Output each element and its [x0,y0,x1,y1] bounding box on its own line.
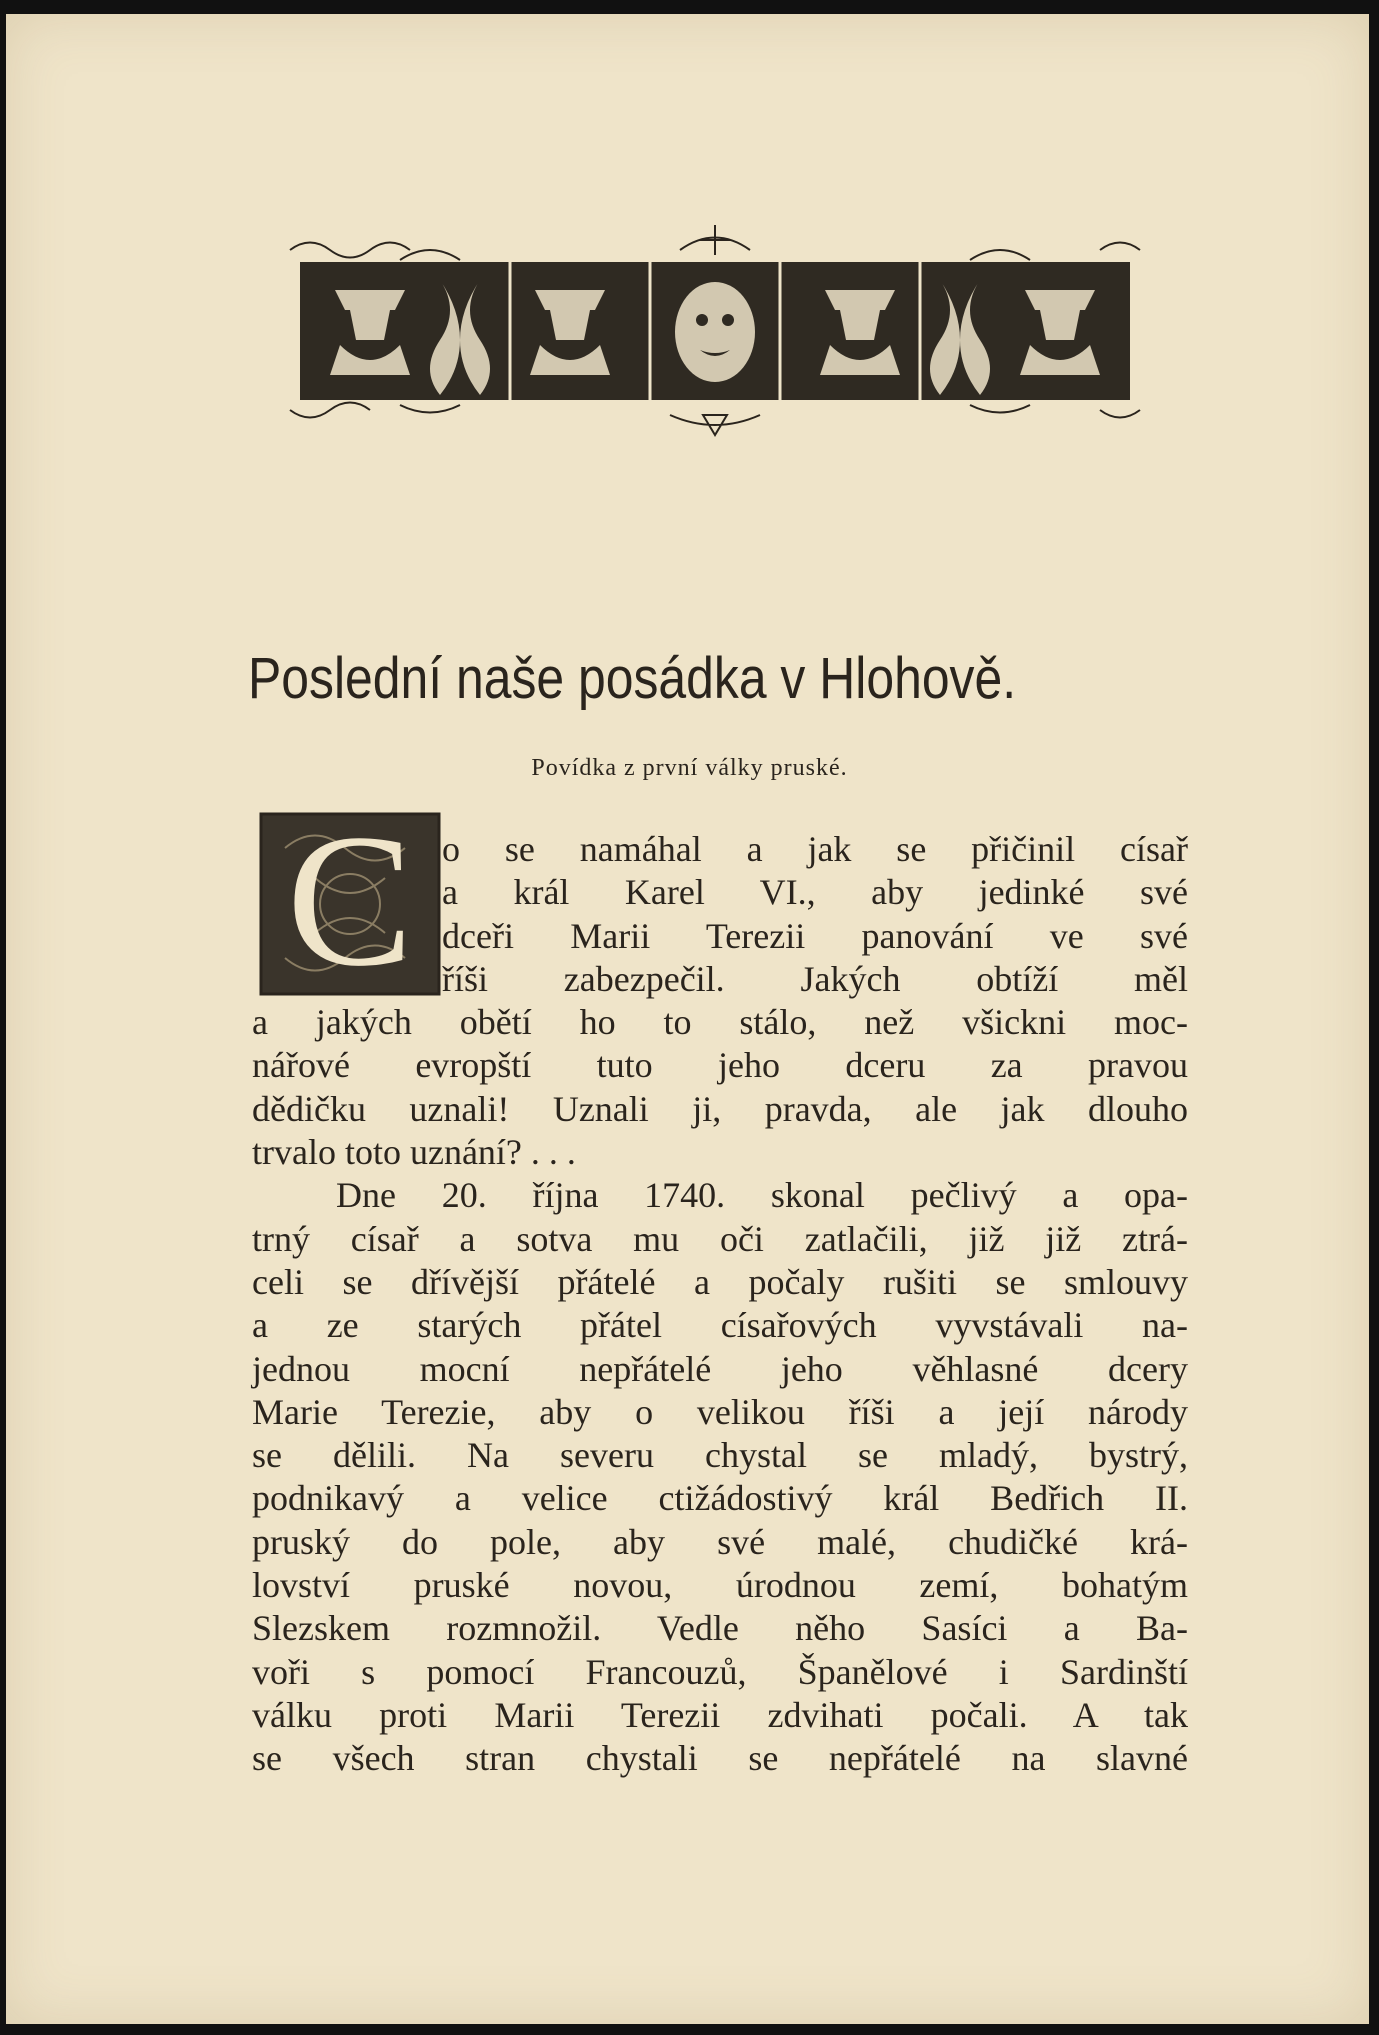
text-line: dceři Marii Terezii panování ve své [442,915,1188,956]
text-line: o se namáhal a jak se přičinil císař [442,829,1188,869]
drop-cap-letter: C [286,796,414,1006]
text-line: a jakých obětí ho to stálo, než všickni moc- [252,1002,1188,1043]
text-line: a ze starých přátel císařových vyvstávali na- [252,1305,1188,1346]
text-line: Slezskem rozmnožil. Vedle něho Sasíci a Ba- [252,1608,1188,1649]
text-line: Dne 20. října 1740. skonal pečlivý a opa- [336,1175,1188,1216]
text-line: se dělili. Na severu chystal se mladý, bystrý, [252,1435,1188,1476]
text-line: se všech stran chystali se nepřátelé na slavné [252,1738,1188,1779]
text-line: a král Karel VI., aby jedinké své [442,872,1188,913]
text-line: trvalo toto uznání? . . . [252,1132,576,1173]
text-line: říši zabezpečil. Jakých obtíží měl [442,958,1188,999]
text-line: jednou mocní nepřátelé jeho věhlasné dcery [252,1348,1188,1389]
chapter-subtitle: Povídka z první války pruské. [531,755,848,781]
text-line: pruský do pole, aby své malé, chudičké krá- [252,1521,1188,1562]
text-line: válku proti Marii Terezii zdvihati počali. A tak [252,1694,1188,1735]
body-text [252,828,1188,1781]
ornamental-headpiece [280,220,1150,440]
text-line: lovství pruské novou, úrodnou zemí, bohatým [252,1565,1188,1606]
text-line: Marie Terezie, aby o velikou říši a její národy [252,1391,1188,1432]
text-line: nářové evropští tuto jeho dceru za pravou [252,1045,1188,1086]
text-line: podnikavý a velice ctižádostivý král Bedřich II. [252,1478,1188,1519]
chapter-title: Poslední naše posádka v Hlohově. [248,646,1017,711]
text-line: dědičku uznali! Uznali ji, pravda, ale jak dlouho [252,1088,1188,1129]
text-line: voři s pomocí Francouzů, Španělové i Sardinští [252,1651,1188,1692]
text-line: trný císař a sotva mu oči zatlačili, již již ztrá- [252,1218,1188,1259]
text-line: celi se dřívější přátelé a počaly rušiti se smlouvy [252,1261,1188,1302]
